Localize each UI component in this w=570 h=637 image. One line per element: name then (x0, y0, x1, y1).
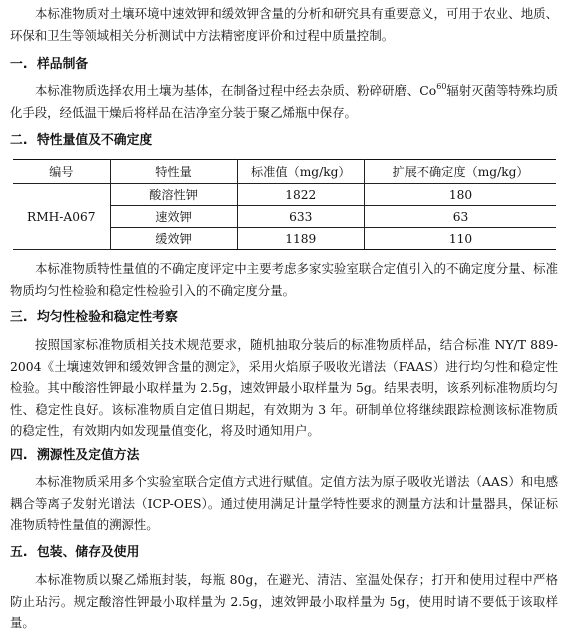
value-cell: 1822 (237, 184, 364, 206)
header-id: 编号 (13, 160, 110, 184)
section-2-heading (10, 132, 152, 150)
section-4-body: 本标准物质采用多个实验室联合定值方式进行赋值。定值方法为原子吸收光谱法（AAS）和电感耦合等离子发射光谱法（ICP-OES）。通过使用满足计量学特性要求的测量方法和计量器具，保证标准物质特性量值的溯源性。 (10, 474, 558, 532)
header-property: 特性量 (110, 160, 237, 184)
section-1-title: 样品制备 (37, 57, 89, 72)
section-4-heading (10, 447, 139, 465)
section-3-body: 按照国家标准物质相关技术规范要求，随机抽取分装后的标准物质样品，结合标准 NY/T 889-2004《土壤速效钾和缓效钾含量的测定》，采用火焰原子吸收光谱法（FAAS）进行均匀性和稳定性检验。其中酸溶性钾最小取样量为 2.5g，速效钾最小取样量为 5g。结果表明，该系列标准物质均匀性、稳定性良好。该标准物质自定值日期起，有效期为 3 年。研制单位将继续跟踪检测该标准物质的稳定性，有效期内如发现量值变化，将及时通知用户。 (10, 337, 558, 438)
uncertainty-cell: 110 (365, 228, 556, 250)
header-uncertainty: 扩展不确定度（mg/kg） (365, 160, 556, 184)
section-1-body (10, 80, 558, 123)
table-row (13, 184, 556, 206)
section-2-title: 特性量值及不确定度 (37, 133, 153, 148)
section-5-number: 五. (10, 545, 28, 560)
property-cell: 缓效钾 (110, 228, 237, 250)
table-header-row (13, 160, 556, 184)
section-5-heading (10, 544, 139, 562)
property-cell: 速效钾 (110, 206, 237, 228)
section-4-title: 溯源性及定值方法 (37, 448, 140, 463)
isotope-superscript: 60 (436, 82, 447, 91)
section-5-title: 包装、储存及使用 (37, 545, 140, 560)
material-id-cell: RMH-A067 (13, 184, 110, 250)
section-3-title: 均匀性检验和稳定性考察 (37, 310, 178, 325)
header-value: 标准值（mg/kg） (237, 160, 364, 184)
value-cell: 1189 (237, 228, 364, 250)
section-1-body-text-cont: 辐射灭菌等特殊均质化手段，经低温干燥后将样品在洁净室分装于聚乙烯瓶中保存。 (10, 83, 558, 120)
property-value-table (13, 159, 556, 250)
uncertainty-cell: 63 (365, 206, 556, 228)
section-3-heading (10, 309, 178, 327)
section-1-body-text: 本标准物质选择农用土壤为基体，在制备过程中经去杂质、粉碎研磨、Co (35, 83, 437, 98)
uncertainty-cell: 180 (365, 184, 556, 206)
section-1-number: 一. (10, 57, 28, 72)
property-cell: 酸溶性钾 (110, 184, 237, 206)
section-4-number: 四. (10, 448, 28, 463)
section-2-number: 二. (10, 133, 28, 148)
section-5-body: 本标准物质以聚乙烯瓶封装，每瓶 80g，在避光、清洁、室温处保存；打开和使用过程中严格防止玷污。规定酸溶性钾最小取样量为 2.5g，速效钾最小取样量为 5g，使用时请不要低于该取样量。 (10, 572, 558, 630)
value-cell: 633 (237, 206, 364, 228)
section-1-heading (10, 56, 88, 74)
section-3-number: 三. (10, 310, 28, 325)
section-2-note: 本标准物质特性量值的不确定度评定中主要考虑多家实验室联合定值引入的不确定度分量、标准物质均匀性检验和稳定性检验引入的不确定度分量。 (10, 261, 558, 298)
intro-paragraph: 本标准物质对土壤环境中速效钾和缓效钾含量的分析和研究具有重要意义，可用于农业、地质、环保和卫生等领域相关分析测试中方法精密度评价和过程中质量控制。 (10, 6, 558, 43)
